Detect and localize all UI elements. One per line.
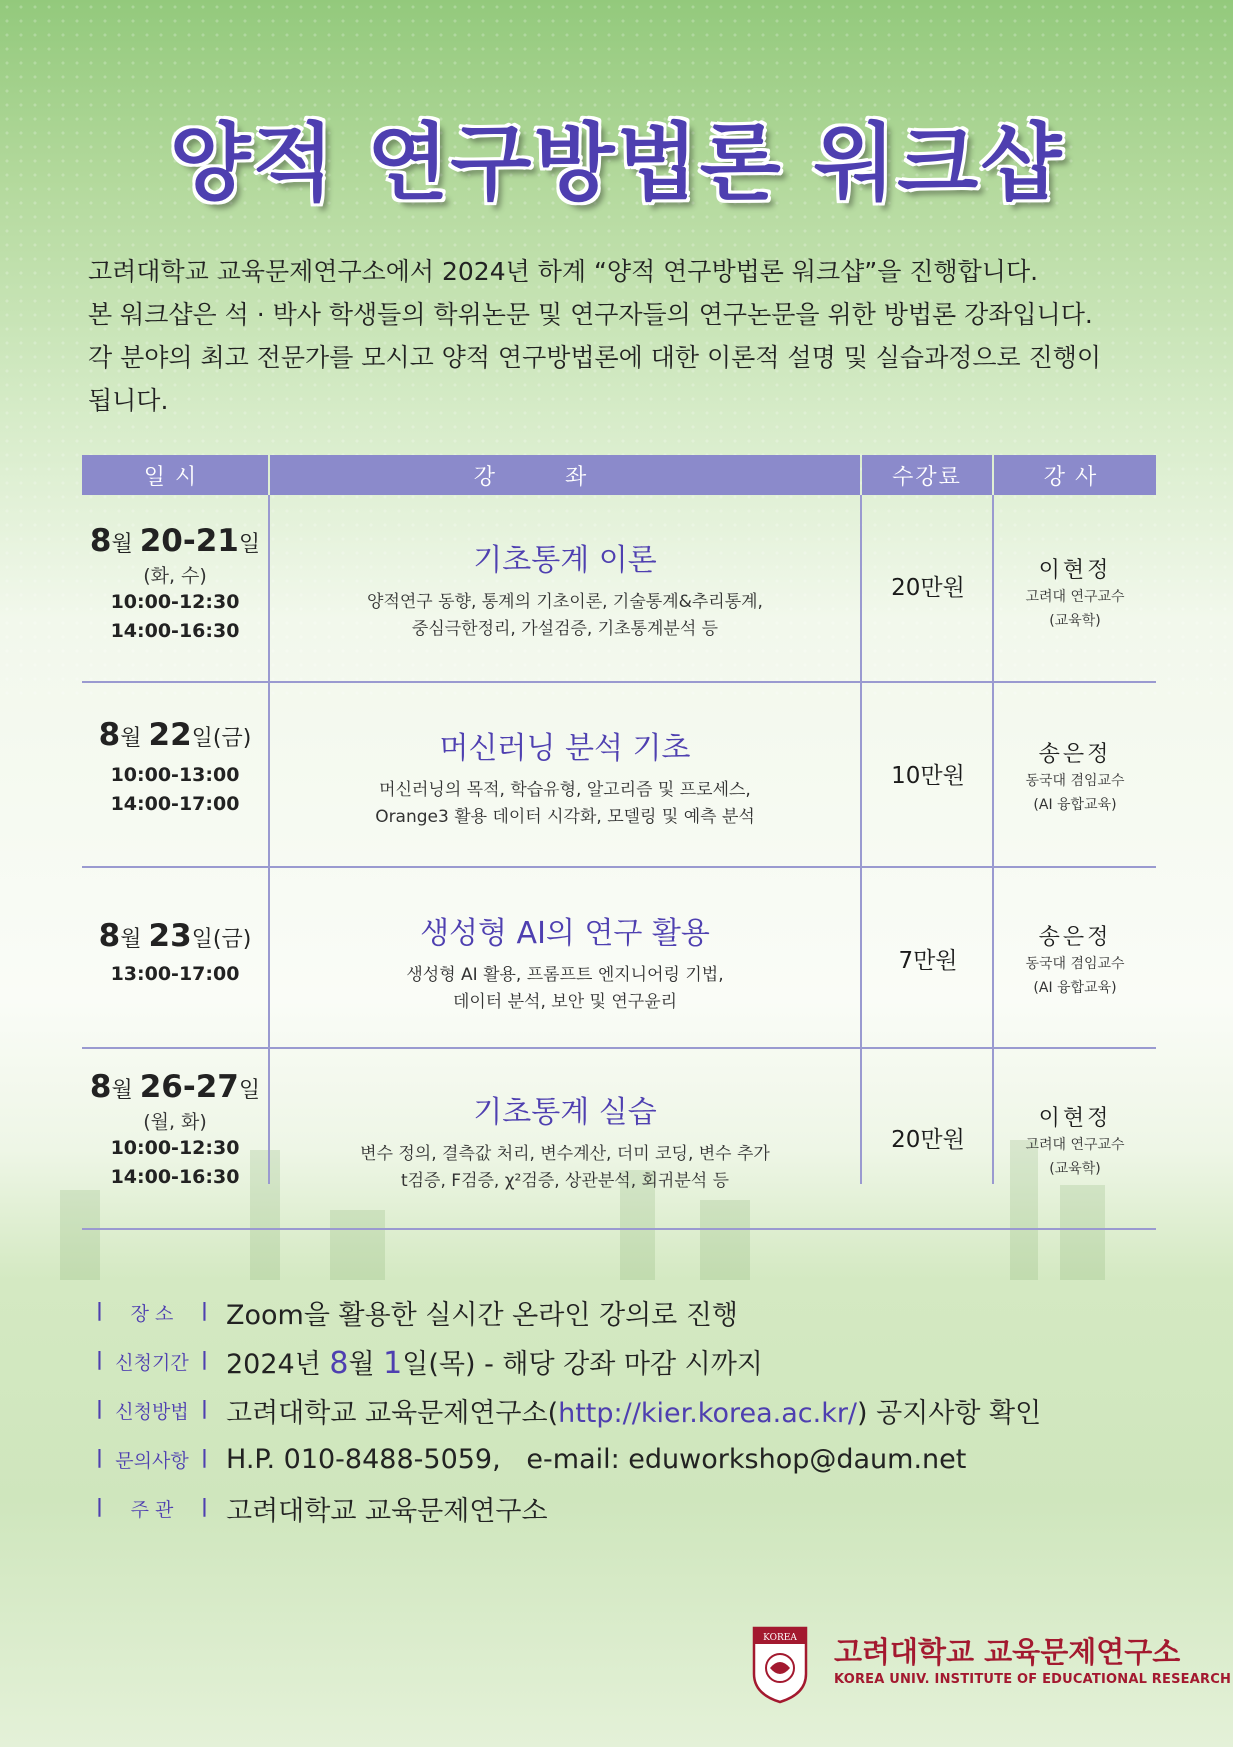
time: 14:00-16:30 bbox=[110, 1166, 240, 1188]
course-title: 기초통계 이론 bbox=[473, 543, 657, 578]
info-period: | 신청기간 | 2024년 8월 1일(목) - 해당 강좌 마감 시까지 bbox=[96, 1341, 763, 1381]
date-cell bbox=[82, 523, 268, 646]
header-course: 강좌 bbox=[270, 455, 860, 495]
fee: 7만원 bbox=[898, 948, 958, 974]
course-desc: 중심극한정리, 가설검증, 기초통계분석 등 bbox=[411, 619, 719, 639]
time: 14:00-16:30 bbox=[110, 620, 240, 642]
info-host: | 주 관 | 고려대학교 교육문제연구소 bbox=[96, 1488, 548, 1528]
weekday: (화, 수) bbox=[143, 565, 207, 587]
period-prefix: 2024년 bbox=[226, 1348, 330, 1380]
page-title: 양적 연구방법론 워크샵 bbox=[169, 114, 1064, 212]
instructor-name: 송은정 bbox=[1038, 742, 1112, 767]
info-value bbox=[226, 1342, 763, 1381]
schedule-table bbox=[82, 455, 1156, 1230]
time: 10:00-12:30 bbox=[110, 591, 240, 613]
month: 8 bbox=[98, 717, 121, 753]
month: 8 bbox=[89, 523, 112, 559]
info-label: 문의사항 bbox=[115, 1449, 189, 1472]
instructor-affiliation: 동국대 겸임교수 bbox=[1025, 773, 1125, 789]
info-label: 장 소 bbox=[130, 1302, 174, 1325]
instructor-cell bbox=[994, 920, 1156, 999]
fee: 20만원 bbox=[891, 1127, 965, 1153]
course-cell bbox=[270, 1087, 860, 1195]
instructor-name: 송은정 bbox=[1038, 925, 1112, 950]
course-desc: 양적연구 동향, 통계의 기초이론, 기술통계&추리통계, bbox=[367, 592, 763, 612]
instructor-field: (교육학) bbox=[1049, 1161, 1101, 1177]
day-unit: 일(금) bbox=[191, 927, 252, 952]
time: 10:00-13:00 bbox=[110, 764, 240, 786]
weekday: (월, 화) bbox=[143, 1111, 207, 1133]
course-desc: 데이터 분석, 보안 및 연구윤리 bbox=[452, 992, 678, 1012]
course-desc: 변수 정의, 결측값 처리, 변수계산, 더미 코딩, 변수 추가 bbox=[360, 1144, 770, 1164]
course-title: 머신러닝 분석 기초 bbox=[439, 731, 691, 766]
intro-text bbox=[88, 250, 1168, 422]
day-unit: 일(금) bbox=[191, 726, 252, 751]
time: 10:00-12:30 bbox=[110, 1137, 240, 1159]
course-desc: 머신러닝의 목적, 학습유형, 알고리즘 및 프로세스, bbox=[379, 780, 751, 800]
days: 26-27 bbox=[139, 1069, 239, 1105]
instructor-field: (AI 융합교육) bbox=[1033, 797, 1117, 813]
instructor-name: 이현정 bbox=[1038, 558, 1112, 583]
course-desc: t검증, F검증, χ²검증, 상관분석, 회귀분석 등 bbox=[400, 1171, 730, 1191]
instructor-cell bbox=[994, 553, 1156, 632]
instructor-cell bbox=[994, 1101, 1156, 1180]
month: 8 bbox=[89, 1069, 112, 1105]
time: 13:00-17:00 bbox=[110, 963, 240, 985]
info-value: H.P. 010-8488-5059, e-mail: eduworkshop@daum.net bbox=[226, 1443, 967, 1475]
date-cell bbox=[82, 918, 268, 989]
instructor-affiliation: 고려대 연구교수 bbox=[1025, 1137, 1125, 1153]
period-day: 1 bbox=[383, 1345, 403, 1381]
time: 14:00-17:00 bbox=[110, 793, 240, 815]
method-suffix: ) 공지사항 확인 bbox=[857, 1397, 1042, 1429]
month-unit: 월 bbox=[111, 1078, 133, 1103]
course-title: 생성형 AI의 연구 활용 bbox=[420, 916, 710, 951]
fee: 20만원 bbox=[891, 575, 965, 601]
course-cell bbox=[270, 535, 860, 643]
date-cell bbox=[82, 1069, 268, 1192]
org-name-korean: 고려대학교 교육문제연구소 bbox=[834, 1635, 1181, 1669]
instructor-field: (교육학) bbox=[1049, 613, 1101, 629]
period-mid: 월 bbox=[348, 1348, 384, 1380]
info-label: 신청방법 bbox=[115, 1400, 189, 1423]
fee: 10만원 bbox=[891, 763, 965, 789]
course-cell bbox=[270, 723, 860, 831]
info-label: 주 관 bbox=[130, 1498, 174, 1521]
info-place: | 장 소 | Zoom을 활용한 실시간 온라인 강의로 진행 bbox=[96, 1292, 738, 1332]
period-month: 8 bbox=[329, 1345, 349, 1381]
header-instructor: 강사 bbox=[994, 455, 1156, 495]
instructor-affiliation: 동국대 겸임교수 bbox=[1025, 956, 1125, 972]
info-method: | 신청방법 | 고려대학교 교육문제연구소(http://kier.korea.ac.kr/) 공지사항 확인 bbox=[96, 1390, 1041, 1430]
intro-line: 됩니다. bbox=[88, 386, 169, 415]
kier-link[interactable]: http://kier.korea.ac.kr/ bbox=[558, 1397, 858, 1429]
course-cell bbox=[270, 908, 860, 1016]
row-divider bbox=[82, 1228, 1156, 1230]
instructor-field: (AI 융합교육) bbox=[1033, 980, 1117, 996]
header-date: 일시 bbox=[82, 455, 268, 495]
course-desc: 생성형 AI 활용, 프롬프트 엔지니어링 기법, bbox=[406, 965, 724, 985]
period-suffix: 일(목) - 해당 강좌 마감 시까지 bbox=[402, 1348, 763, 1380]
month-unit: 월 bbox=[120, 927, 142, 952]
row-divider bbox=[82, 1047, 1156, 1049]
korea-university-emblem-icon bbox=[750, 1626, 810, 1704]
row-divider bbox=[82, 681, 1156, 683]
intro-line: 본 워크샵은 석 · 박사 학생들의 학위논문 및 연구자들의 연구논문을 위한 방법론 강좌입니다. bbox=[88, 300, 1093, 329]
info-contact: | 문의사항 | H.P. 010-8488-5059, e-mail: eduworkshop@daum.net bbox=[96, 1443, 967, 1475]
month-unit: 월 bbox=[120, 726, 142, 751]
days: 22 bbox=[148, 717, 192, 753]
days: 23 bbox=[148, 918, 192, 954]
logo-text: KOREA bbox=[763, 1633, 797, 1643]
instructor-cell bbox=[994, 737, 1156, 816]
intro-line: 고려대학교 교육문제연구소에서 2024년 하계 “양적 연구방법론 워크샵”을 진행합니다. bbox=[88, 257, 1039, 286]
info-value bbox=[226, 1391, 1041, 1430]
course-desc: Orange3 활용 데이터 시각화, 모델링 및 예측 분석 bbox=[375, 807, 755, 827]
header-fee: 수강료 bbox=[862, 455, 992, 495]
intro-line: 각 분야의 최고 전문가를 모시고 양적 연구방법론에 대한 이론적 설명 및 실습과정으로 진행이 bbox=[88, 343, 1102, 372]
day-unit: 일 bbox=[238, 1078, 261, 1103]
row-divider bbox=[82, 866, 1156, 868]
org-name-english: KOREA UNIV. INSTITUTE OF EDUCATIONAL RESEARCH bbox=[834, 1672, 1232, 1687]
month-unit: 월 bbox=[111, 532, 133, 557]
days: 20-21 bbox=[139, 523, 239, 559]
info-value: 고려대학교 교육문제연구소 bbox=[226, 1495, 548, 1527]
course-title: 기초통계 실습 bbox=[473, 1095, 657, 1130]
day-unit: 일 bbox=[238, 532, 261, 557]
instructor-name: 이현정 bbox=[1038, 1106, 1112, 1131]
date-cell bbox=[82, 717, 268, 819]
month: 8 bbox=[98, 918, 121, 954]
method-prefix: 고려대학교 교육문제연구소( bbox=[226, 1397, 559, 1429]
info-label: 신청기간 bbox=[115, 1351, 189, 1374]
info-value: Zoom을 활용한 실시간 온라인 강의로 진행 bbox=[226, 1299, 738, 1331]
instructor-affiliation: 고려대 연구교수 bbox=[1025, 589, 1125, 605]
